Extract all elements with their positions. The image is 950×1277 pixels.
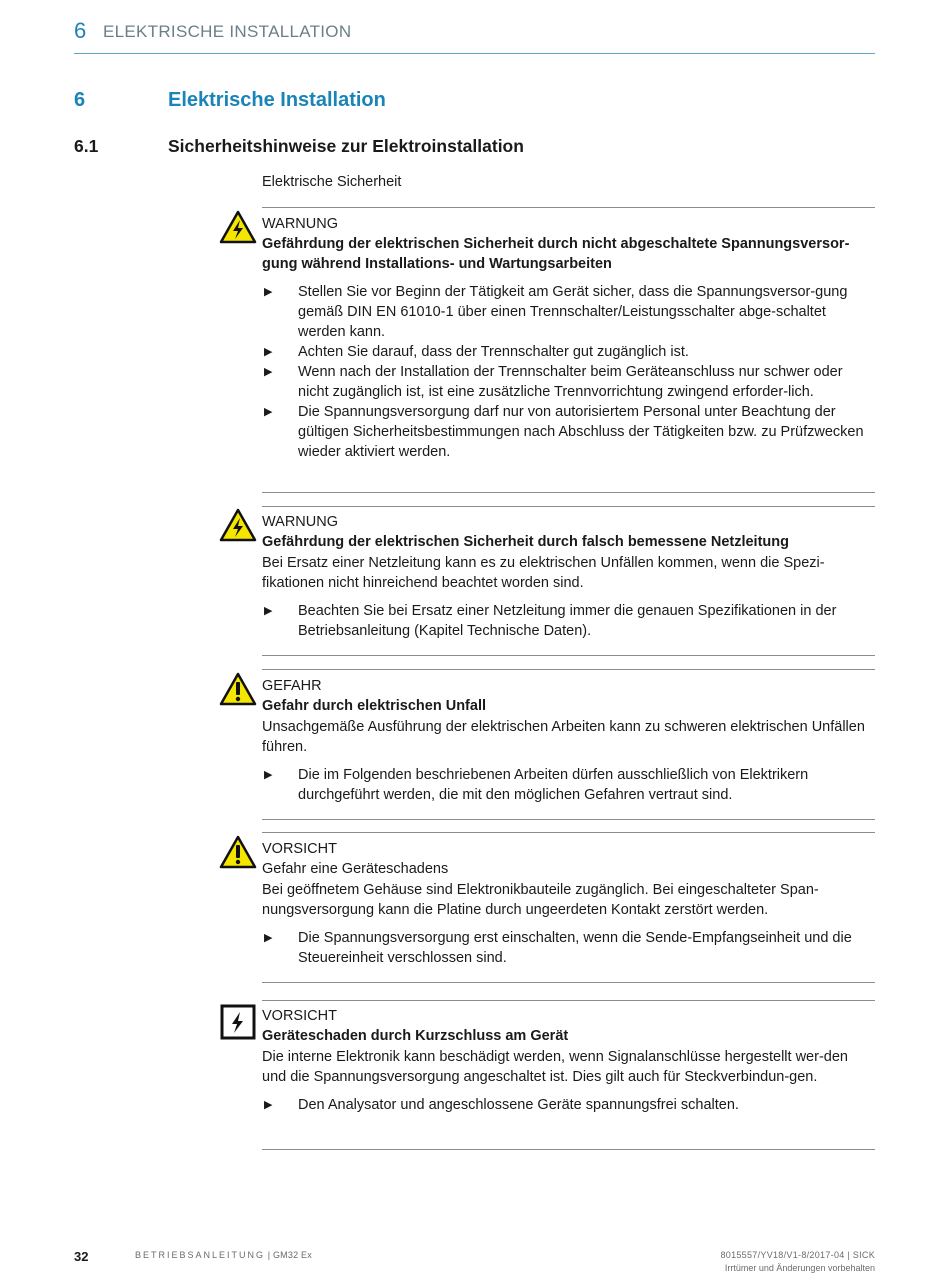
action-item: ▶ Den Analysator und angeschlossene Geräte spannungsfrei schalten. xyxy=(264,1097,739,1113)
hazard-description: Die interne Elektronik kann beschädigt werden, wenn Signalanschlüsse hergestellt wer-den und die Spannungsversorgung angeschaltet ist. Dies gilt auch für Steckverbindun-gen. xyxy=(262,1049,848,1085)
notice-divider xyxy=(262,669,875,670)
section-title: Sicherheitshinweise zur Elektroinstallation xyxy=(168,136,524,156)
notice-divider xyxy=(262,1149,875,1150)
hazard-title: Gefährdung der elektrischen Sicherheit durch nicht abgeschaltete Spannungsversor-gung während Installations- und Wartungsarbeiten xyxy=(262,236,850,272)
disclaimer: Irrtümer und Änderungen vorbehalten xyxy=(724,1263,875,1273)
electric-damage-icon xyxy=(219,1004,257,1040)
action-item: ▶ Achten Sie darauf, dass der Trennschalter gut zugänglich ist. xyxy=(264,344,689,360)
notice-divider xyxy=(262,832,875,833)
safety-notice xyxy=(262,839,875,968)
action-list xyxy=(262,601,875,641)
notice-divider xyxy=(262,207,875,208)
page-number: 32 xyxy=(74,1249,89,1264)
safety-notice xyxy=(262,214,875,462)
action-item: ▶ Die im Folgenden beschriebenen Arbeiten dürfen ausschließlich von Elektrikern durchgeführt werden, die mit den möglichen Gefahren vertraut sind. xyxy=(264,767,809,803)
section-subtitle: Elektrische Sicherheit xyxy=(262,174,402,190)
footer-separator: | xyxy=(265,1250,273,1260)
action-list xyxy=(262,765,875,805)
hazard-title: Gefahr durch elektrischen Unfall xyxy=(262,698,487,714)
action-list xyxy=(262,282,875,462)
signal-word: VORSICHT xyxy=(262,841,337,857)
footer-document-title xyxy=(135,1250,312,1260)
safety-notice xyxy=(262,676,875,805)
document-type: BETRIEBSANLEITUNG xyxy=(135,1250,266,1260)
bullet-arrow-icon: ▶ xyxy=(264,769,273,781)
notice-divider xyxy=(262,982,875,983)
chapter-title: Elektrische Installation xyxy=(168,89,386,111)
bullet-arrow-icon: ▶ xyxy=(264,1099,273,1111)
bullet-arrow-icon: ▶ xyxy=(264,605,273,617)
bullet-arrow-icon: ▶ xyxy=(264,286,273,298)
hazard-description: Bei Ersatz einer Netzleitung kann es zu elektrischen Unfällen kommen, wenn die Spezi-fikationen nicht hinreichend beachtet worden sind. xyxy=(262,555,825,591)
action-item: ▶ Beachten Sie bei Ersatz einer Netzleitung immer die genauen Spezifikationen in der Betriebsanleitung (Kapitel Technische Daten). xyxy=(264,603,837,639)
product-name: GM32 Ex xyxy=(272,1250,312,1260)
hazard-title: Geräteschaden durch Kurzschluss am Gerät xyxy=(262,1028,569,1044)
hazard-title: Gefährdung der elektrischen Sicherheit durch falsch bemessene Netzleitung xyxy=(262,534,789,550)
electric-hazard-icon xyxy=(219,209,257,245)
electric-hazard-icon xyxy=(219,507,257,543)
bullet-arrow-icon: ▶ xyxy=(264,406,273,418)
chapter-number: 6 xyxy=(74,89,86,111)
signal-word: GEFAHR xyxy=(262,678,322,694)
bullet-arrow-icon: ▶ xyxy=(264,932,273,944)
notice-divider xyxy=(262,819,875,820)
bullet-arrow-icon: ▶ xyxy=(264,366,273,378)
signal-word: WARNUNG xyxy=(262,514,338,530)
notice-divider xyxy=(262,655,875,656)
signal-word: WARNUNG xyxy=(262,216,338,232)
action-list xyxy=(262,1095,875,1115)
bullet-arrow-icon: ▶ xyxy=(264,346,273,358)
document-id: 8015557/YV18/V1-8/2017-04 | SICK xyxy=(720,1250,875,1260)
signal-word: VORSICHT xyxy=(262,1008,337,1024)
notice-divider xyxy=(262,1000,875,1001)
safety-notice xyxy=(262,512,875,641)
notice-divider xyxy=(262,492,875,493)
general-warning-icon xyxy=(219,834,257,870)
safety-notice xyxy=(262,1006,875,1115)
action-item: ▶ Die Spannungsversorgung erst einschalten, wenn die Sende-Empfangseinheit und die Steuereinheit verschlossen sind. xyxy=(264,930,852,966)
action-item: ▶ Stellen Sie vor Beginn der Tätigkeit am Gerät sicher, dass die Spannungsversor-gung gemäß DIN EN 61010-1 über einen Trennschalter/Leistungsschalter abge-schaltet werden kann. xyxy=(264,284,848,340)
action-item: ▶ Wenn nach der Installation der Trennschalter beim Geräteanschluss nur schwer oder nicht zugänglich ist, ist eine zusätzliche Trennvorrichtung zwingend erforder-lich. xyxy=(264,364,843,400)
action-item: ▶ Die Spannungsversorgung darf nur von autorisiertem Personal unter Beachtung der gültigen Sicherheitsbestimmungen nach Abschluss der Tätigkeiten bzw. zu Prüfzwecken wieder aktiviert werden. xyxy=(264,404,864,460)
section-number: 6.1 xyxy=(74,136,99,156)
hazard-description: Bei geöffnetem Gehäuse sind Elektronikbauteile zugänglich. Bei eingeschalteter Span-nungsversorgung kann die Platine durch ungeerdeten Kontakt zerstört werden. xyxy=(262,882,819,918)
action-list xyxy=(262,928,875,968)
notice-divider xyxy=(262,506,875,507)
hazard-title: Gefahr eine Geräteschadens xyxy=(262,861,449,877)
running-header-title: ELEKTRISCHE INSTALLATION xyxy=(103,22,352,41)
running-header-number: 6 xyxy=(74,18,87,43)
hazard-description: Unsachgemäße Ausführung der elektrischen Arbeiten kann zu schweren elektrischen Unfällen führen. xyxy=(262,719,865,755)
running-header xyxy=(74,16,875,54)
general-warning-icon xyxy=(219,671,257,707)
